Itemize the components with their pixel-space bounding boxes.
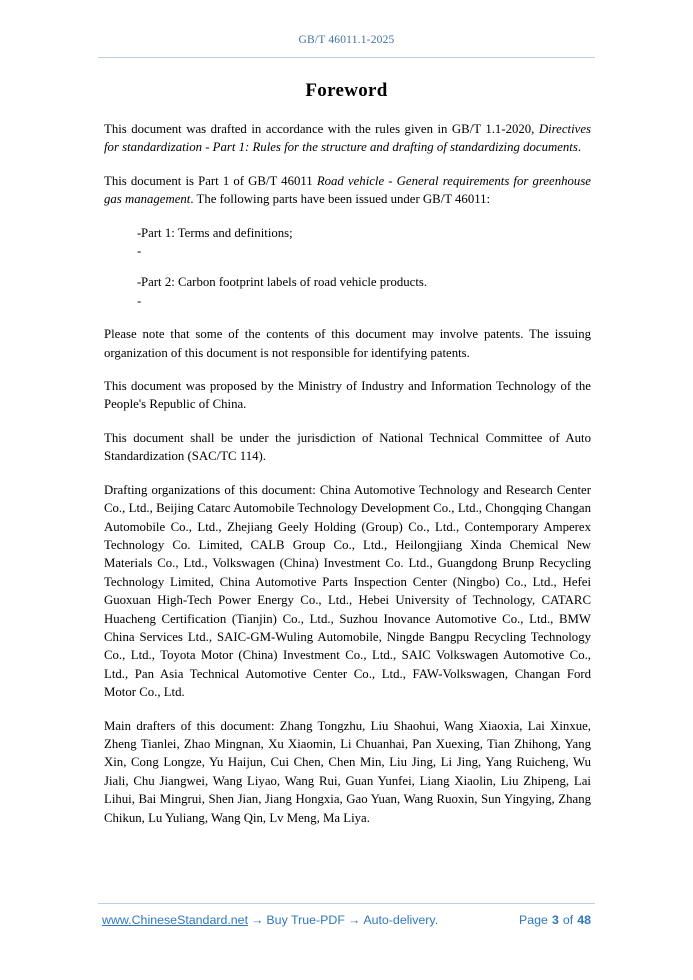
list-item: [104, 273, 591, 310]
dash-marker-icon: --: [137, 225, 142, 259]
standard-title-italic: Road vehicle - General requirements for greenhouse gas management: [104, 173, 591, 207]
total-page-count: 48: [577, 913, 591, 927]
page-title: Foreword: [305, 80, 388, 101]
chinesestandard-link[interactable]: www.ChineseStandard.net: [102, 913, 249, 927]
header-standard-code: GB/T 46011.1-2025: [298, 34, 395, 46]
paragraph-drafting-organizations: Drafting organizations of this document: China Automotive Technology and Research Center Co., Ltd., Beijing Catarc Automobile Technology Development Co., Ltd., Chongqing Changan Automobile Co., Ltd., Zhejiang Geely Holding (Group) Co., Ltd., Contemporary Amperex Technology Co. Limited, CALB Group Co., Ltd., Heilongjiang Xinda Chemical New Materials Co., Ltd., Volkswagen (China) Investment Co. Ltd., Guangdong Brunp Recycling Technology Limited, China Automotive Parts Inspection Center (Ningbo) Co., Ltd., Hefei Guoxuan High-Tech Power Energy Co., Ltd., Hebei University of Technology, CATARC Huacheng Certification (Tianjin) Co., Ltd., Suzhou Inovance Automotive Co., Ltd., BMW China Services Ltd., SAIC-GM-Wuling Automobile, Ningde Bangpu Recycling Technology Co., Ltd., Toyota Motor (China) Investment Co., Ltd., SAIC Volkswagen Automotive Co., Ltd., Pan Asia Technical Automotive Center Co., Ltd., FAW-Volkswagen, Changan Ford Motor Co., Ltd.: [104, 482, 591, 700]
paragraph-text: This document was drafted in accordance with the rules given in GB/T 1.1-2020,: [104, 122, 539, 136]
paragraph-text-end: . The following parts have been issued under GB/T 46011:: [190, 192, 491, 207]
paragraph-text-end: .: [577, 140, 582, 155]
directives-title-italic: Directives for standardization - Part 1: Rules for the structure and drafting of standardizing documents: [104, 122, 591, 155]
paragraph-main-drafters: Main drafters of this document: Zhang Tongzhu, Liu Shaohui, Wang Xiaoxia, Lai Xinxue, Zheng Tianlei, Zhao Mingnan, Xu Xiaomin, Li Chuanhai, Pan Xuexing, Tian Zhihong, Yang Xin, Cong Longze, Yu Haijun, Cui Chen, Chen Min, Liu Jing, Li Jing, Yang Ruicheng, Wu Jiali, Chu Jiangwei, Wang Liyao, Wang Rui, Guan Yunfei, Liang Xiaolin, Liu Zhipeng, Lai Lihui, Bai Mingrui, Shen Jian, Jiang Hongxia, Gao Yuan, Wang Ruoxin, Sun Yingying, Zhang Chikun, Lu Yuliang, Wang Qin, Lv Meng, Ma Liya.: [104, 718, 591, 825]
list-item-label: Part 1: Terms and definitions;: [141, 225, 293, 240]
header-divider: [98, 57, 595, 58]
paragraph-part-of-series: [104, 172, 591, 209]
list-item-label: Part 2: Carbon footprint labels of road vehicle products.: [141, 275, 428, 290]
paragraph-proposer: This document was proposed by the Ministry of Industry and Information Technology of the People's Republic of China.: [104, 379, 591, 412]
paragraph-jurisdiction: This document shall be under the jurisdiction of National Technical Committee of Auto Standardization (SAC/TC 114).: [104, 430, 591, 464]
footer-promo-buy: Buy True-PDF: [266, 913, 345, 927]
page-label: Page: [519, 913, 548, 927]
page-header: [98, 30, 595, 48]
parts-list: [104, 224, 591, 311]
dash-marker-icon: --: [137, 275, 142, 308]
paragraph-patent-notice: Please note that some of the contents of this document may involve patents. The issuing organization of this document is not responsible for identifying patents.: [104, 327, 591, 360]
arrow-right-icon: →: [251, 913, 264, 927]
footer-promo-delivery: Auto-delivery.: [363, 913, 439, 927]
page-footer: [98, 913, 595, 935]
current-page-number: 3: [551, 913, 559, 927]
arrow-right-icon: →: [347, 913, 361, 927]
footer-promo: [102, 913, 438, 927]
paragraph-drafting-rules: [104, 120, 591, 157]
footer-divider: [98, 903, 595, 904]
page-indicator: [519, 913, 591, 927]
document-body: [104, 120, 591, 842]
of-label: of: [562, 913, 574, 927]
list-item: [104, 224, 591, 261]
paragraph-text: This document is Part 1 of GB/T 46011: [104, 173, 317, 188]
